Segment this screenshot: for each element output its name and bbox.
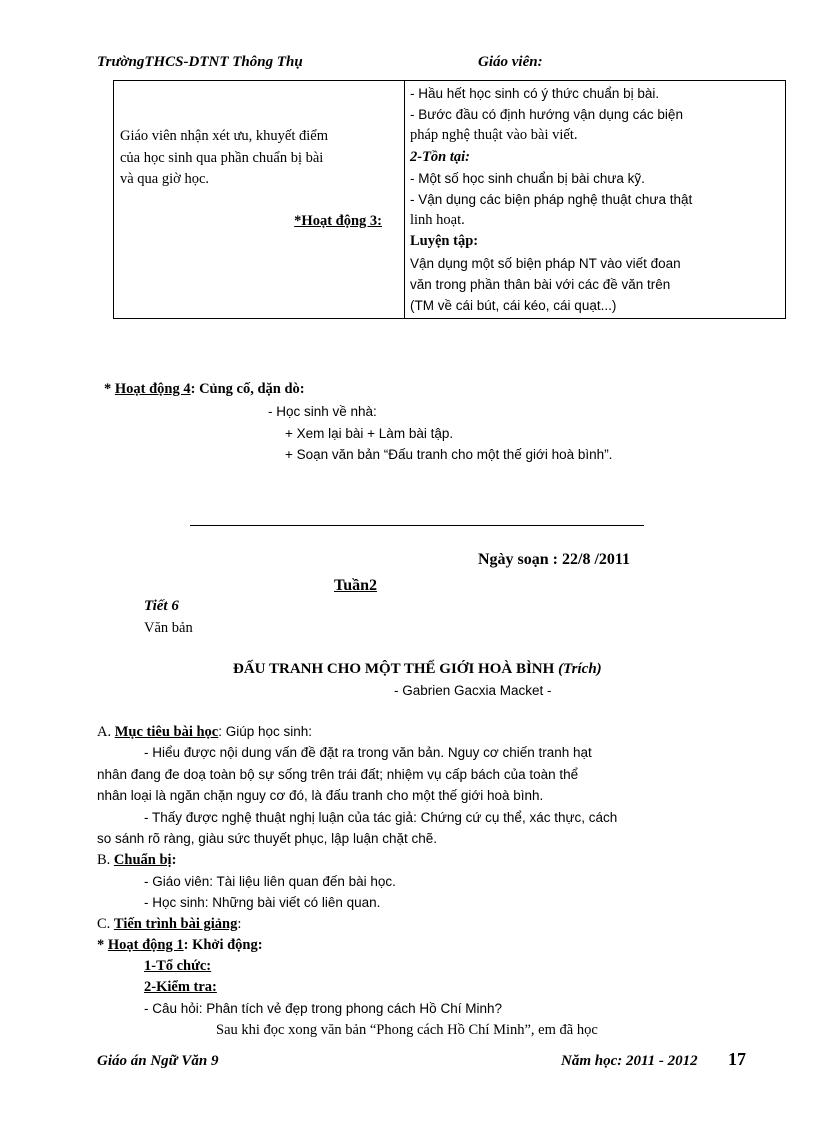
content-line: pháp nghệ thuật vào bài viết.	[410, 127, 578, 144]
activity-1-prefix: *	[97, 937, 108, 953]
teacher-comment-line: Giáo viên nhận xét ưu, khuyết điểm	[120, 128, 328, 144]
activity-table	[113, 80, 786, 319]
section-b-prefix: B.	[97, 852, 114, 868]
section-b-suffix: :	[171, 852, 177, 868]
activity-4-prefix: *	[104, 381, 115, 397]
section-a-line: - Hiểu được nội dung vấn đề đặt ra trong văn bản. Nguy cơ chiến tranh hạt	[144, 745, 592, 760]
content-line: Vận dụng một số biện pháp NT vào viết đoan	[410, 255, 681, 271]
footer-right: Năm học: 2011 - 2012	[561, 1053, 698, 1069]
content-line: linh hoạt.	[410, 212, 465, 229]
section-a-heading	[97, 724, 312, 741]
activity-1-sub-organize: 1-Tổ chức:	[144, 958, 212, 974]
section-a-title: Mục tiêu bài học	[114, 724, 219, 740]
lesson-title-note: (Trích)	[558, 661, 602, 677]
activity-4-line: - Học sinh về nhà:	[268, 404, 377, 419]
section-a-line: nhân loại là ngăn chặn nguy cơ đó, là đấu tranh cho một thế giới hoà bình.	[97, 788, 544, 803]
activity-1-continuation: Sau khi đọc xong văn bản “Phong cách Hồ Chí Minh”, em đã học	[216, 1022, 598, 1038]
lesson-genre: Văn bản	[144, 620, 193, 636]
section-b-heading	[97, 852, 176, 869]
activity-4-label: Hoạt động 4	[114, 381, 191, 397]
section-b-line: - Giáo viên: Tài liệu liên quan đến bài học.	[144, 874, 396, 889]
content-heading: 2-Tồn tại:	[410, 148, 471, 165]
section-a-line: nhân đang đe doạ toàn bộ sự sống trên trái đất; nhiệm vụ cấp bách của toàn thể	[97, 767, 579, 782]
header-school: TrườngTHCS-DTNT Thông Thụ	[97, 54, 303, 70]
lesson-title-text: ĐẤU TRANH CHO MỘT THẾ GIỚI HOÀ BÌNH	[233, 661, 555, 677]
activity-4-title: : Củng cố, dặn dò:	[190, 381, 305, 397]
section-c-prefix: C.	[97, 916, 114, 932]
content-line: - Một số học sinh chuẩn bị bài chưa kỹ.	[410, 170, 645, 186]
activity-4-heading	[104, 381, 305, 398]
content-line: - Hầu hết học sinh có ý thức chuẩn bị bài.	[410, 86, 660, 101]
lesson-author: - Gabrien Gacxia Macket -	[394, 683, 552, 698]
section-c-title: Tiến trình bài giảng	[113, 916, 238, 932]
table-row	[114, 81, 786, 319]
page-number: 17	[728, 1049, 746, 1069]
section-a-prefix: A.	[97, 724, 115, 740]
section-divider	[190, 525, 644, 526]
section-a-intro: : Giúp học sinh:	[218, 724, 313, 739]
teacher-comment-line: và qua giờ học.	[120, 171, 210, 187]
content-line: - Bước đầu có định hướng vận dụng các biện	[410, 107, 683, 123]
lesson-week: Tuần2	[334, 577, 377, 594]
section-c-suffix: :	[237, 916, 242, 932]
activity-1-title: : Khởi động:	[183, 937, 263, 953]
lesson-title	[233, 661, 602, 678]
activity-1-sub-check: 2-Kiểm tra:	[144, 979, 217, 995]
section-c-heading	[97, 916, 241, 933]
teacher-comment-line: của học sinh qua phần chuẩn bị bài	[120, 149, 324, 166]
activity-1-question: - Câu hỏi: Phân tích vẻ đẹp trong phong cách Hồ Chí Minh?	[144, 1001, 502, 1016]
content-line: (TM về cái bút, cái kéo, cái quạt...)	[410, 298, 617, 314]
table-cell-teacher	[114, 81, 405, 319]
activity-3-label: *Hoạt động 3:	[294, 213, 382, 229]
activity-1-heading	[97, 937, 263, 954]
header-teacher: Giáo viên:	[478, 54, 543, 70]
table-cell-content	[405, 81, 786, 319]
content-heading: Luyện tập:	[410, 233, 479, 250]
teacher-comment	[120, 126, 328, 191]
section-b-line: - Học sinh: Những bài viết có liên quan.	[144, 895, 381, 910]
activity-4-line: + Soạn văn bản “Đấu tranh cho một thế giới hoà bình”.	[285, 447, 613, 462]
activity-4-line: + Xem lại bài + Làm bài tập.	[285, 426, 454, 441]
activity-1-label: Hoạt động 1	[107, 937, 184, 953]
section-a-line: so sánh rõ ràng, giàu sức thuyết phục, lập luận chặt chẽ.	[97, 831, 437, 846]
content-line: - Vận dụng các biện pháp nghệ thuật chưa thật	[410, 192, 693, 208]
footer-left: Giáo án Ngữ Văn 9	[97, 1053, 219, 1069]
section-b-title: Chuẩn bị	[113, 852, 172, 868]
lesson-period: Tiết 6	[144, 598, 179, 614]
lesson-date: Ngày soạn : 22/8 /2011	[478, 551, 631, 568]
section-a-line: - Thấy được nghệ thuật nghị luận của tác giả: Chứng cứ cụ thể, xác thực, cách	[144, 810, 618, 825]
content-line: văn trong phần thân bài với các đề văn trên	[410, 276, 671, 292]
